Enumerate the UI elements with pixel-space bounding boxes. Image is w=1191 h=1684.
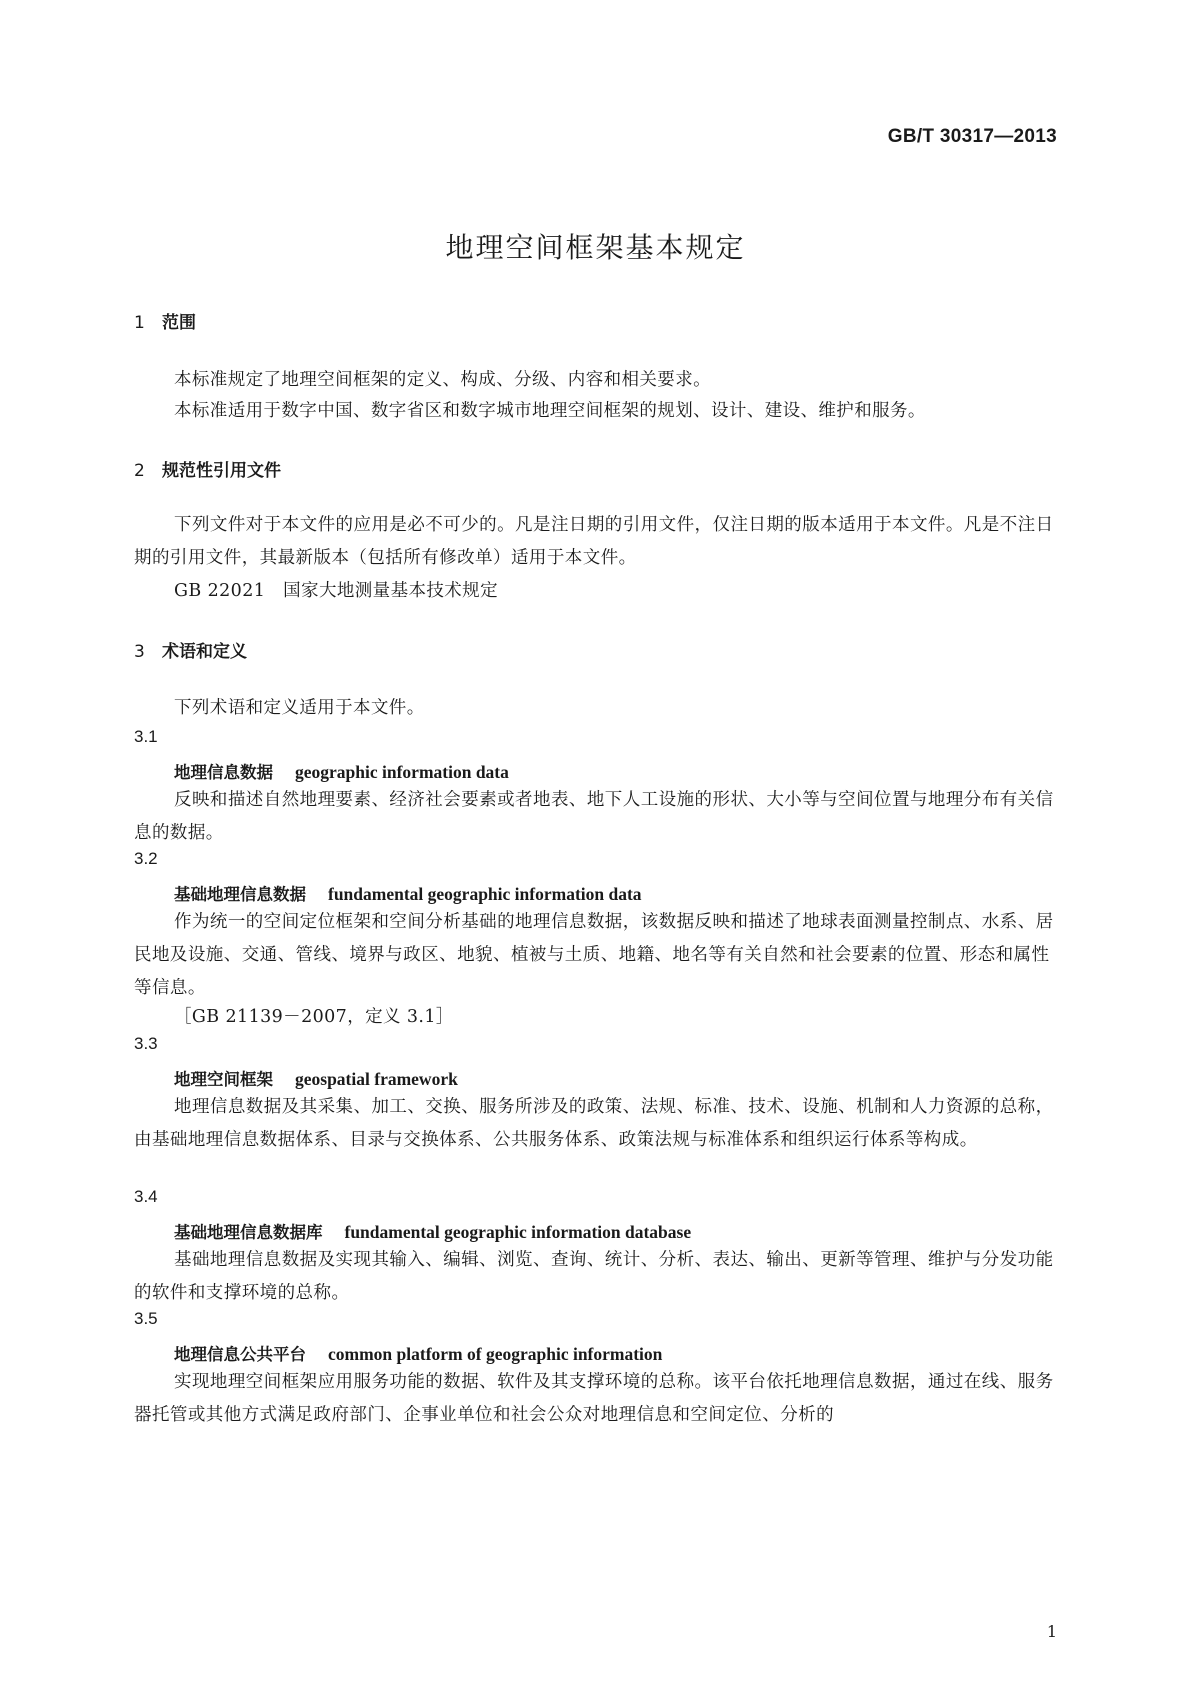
page-number: 1 — [1046, 1622, 1057, 1641]
terms-intro: 下列术语和定义适用于本文件。 — [174, 698, 425, 718]
term-source: ［GB 21139－2007，定义 3.1］ — [174, 1007, 454, 1027]
document-title: 地理空间框架基本规定 — [445, 231, 746, 264]
term-english: geospatial framework — [295, 1069, 458, 1089]
section-2-heading — [134, 456, 281, 481]
section-number: 2 — [134, 461, 145, 481]
term-english: fundamental geographic information database — [344, 1222, 692, 1242]
section-title: 规范性引用文件 — [162, 461, 281, 481]
term-definition: 反映和描述自然地理要素、经济社会要素或者地表、地下人工设施的形状、大小等与空间位置与地理分布有关信息的数据。 — [134, 790, 1054, 843]
section-title: 术语和定义 — [162, 642, 247, 662]
section-number: 3 — [134, 642, 145, 662]
standard-code: GB/T 30317—2013 — [887, 126, 1057, 147]
clause-number: 3.3 — [134, 1034, 158, 1053]
section-3-heading — [134, 637, 247, 662]
term-heading — [174, 1341, 662, 1365]
term-heading — [174, 759, 509, 783]
term-heading — [174, 1066, 458, 1090]
term-definition: 实现地理空间框架应用服务功能的数据、软件及其支撑环境的总称。该平台依托地理信息数据，通过在线、服务器托管或其他方式满足政府部门、企事业单位和社会公众对地理信息和空间定位、分析的 — [134, 1372, 1054, 1425]
section-title: 范围 — [162, 313, 196, 333]
term-chinese: 基础地理信息数据库 — [174, 1223, 323, 1242]
section-1-heading — [134, 308, 196, 333]
term-chinese: 地理信息公共平台 — [174, 1345, 306, 1364]
section-number: 1 — [134, 313, 145, 333]
term-chinese: 地理空间框架 — [174, 1070, 273, 1089]
term-english: common platform of geographic information — [328, 1344, 663, 1364]
clause-number: 3.4 — [134, 1187, 158, 1206]
term-heading — [174, 1219, 691, 1243]
term-chinese: 地理信息数据 — [174, 763, 273, 782]
clause-number: 3.5 — [134, 1309, 158, 1328]
normative-reference: GB 22021 国家大地测量基本技术规定 — [174, 581, 498, 601]
term-heading — [174, 881, 642, 905]
term-english: geographic information data — [295, 762, 509, 782]
scope-paragraph: 本标准规定了地理空间框架的定义、构成、分级、内容和相关要求。 — [174, 370, 711, 390]
clause-number: 3.1 — [134, 727, 158, 746]
normative-intro: 下列文件对于本文件的应用是必不可少的。凡是注日期的引用文件，仅注日期的版本适用于本文件。凡是不注日期的引用文件，其最新版本（包括所有修改单）适用于本文件。 — [134, 515, 1054, 568]
term-definition: 作为统一的空间定位框架和空间分析基础的地理信息数据，该数据反映和描述了地球表面测量控制点、水系、居民地及设施、交通、管线、境界与政区、地貌、植被与土质、地籍、地名等有关自然和社会要素的位置、形态和属性等信息。 — [134, 912, 1054, 998]
scope-paragraph: 本标准适用于数字中国、数字省区和数字城市地理空间框架的规划、设计、建设、维护和服务。 — [174, 401, 926, 421]
term-definition: 基础地理信息数据及实现其输入、编辑、浏览、查询、统计、分析、表达、输出、更新等管理、维护与分发功能的软件和支撑环境的总称。 — [134, 1250, 1054, 1303]
term-english: fundamental geographic information data — [328, 884, 642, 904]
term-definition: 地理信息数据及其采集、加工、交换、服务所涉及的政策、法规、标准、技术、设施、机制和人力资源的总称，由基础地理信息数据体系、目录与交换体系、公共服务体系、政策法规与标准体系和组织运行体系等构成。 — [134, 1097, 1054, 1150]
term-chinese: 基础地理信息数据 — [174, 885, 306, 904]
clause-number: 3.2 — [134, 849, 158, 868]
